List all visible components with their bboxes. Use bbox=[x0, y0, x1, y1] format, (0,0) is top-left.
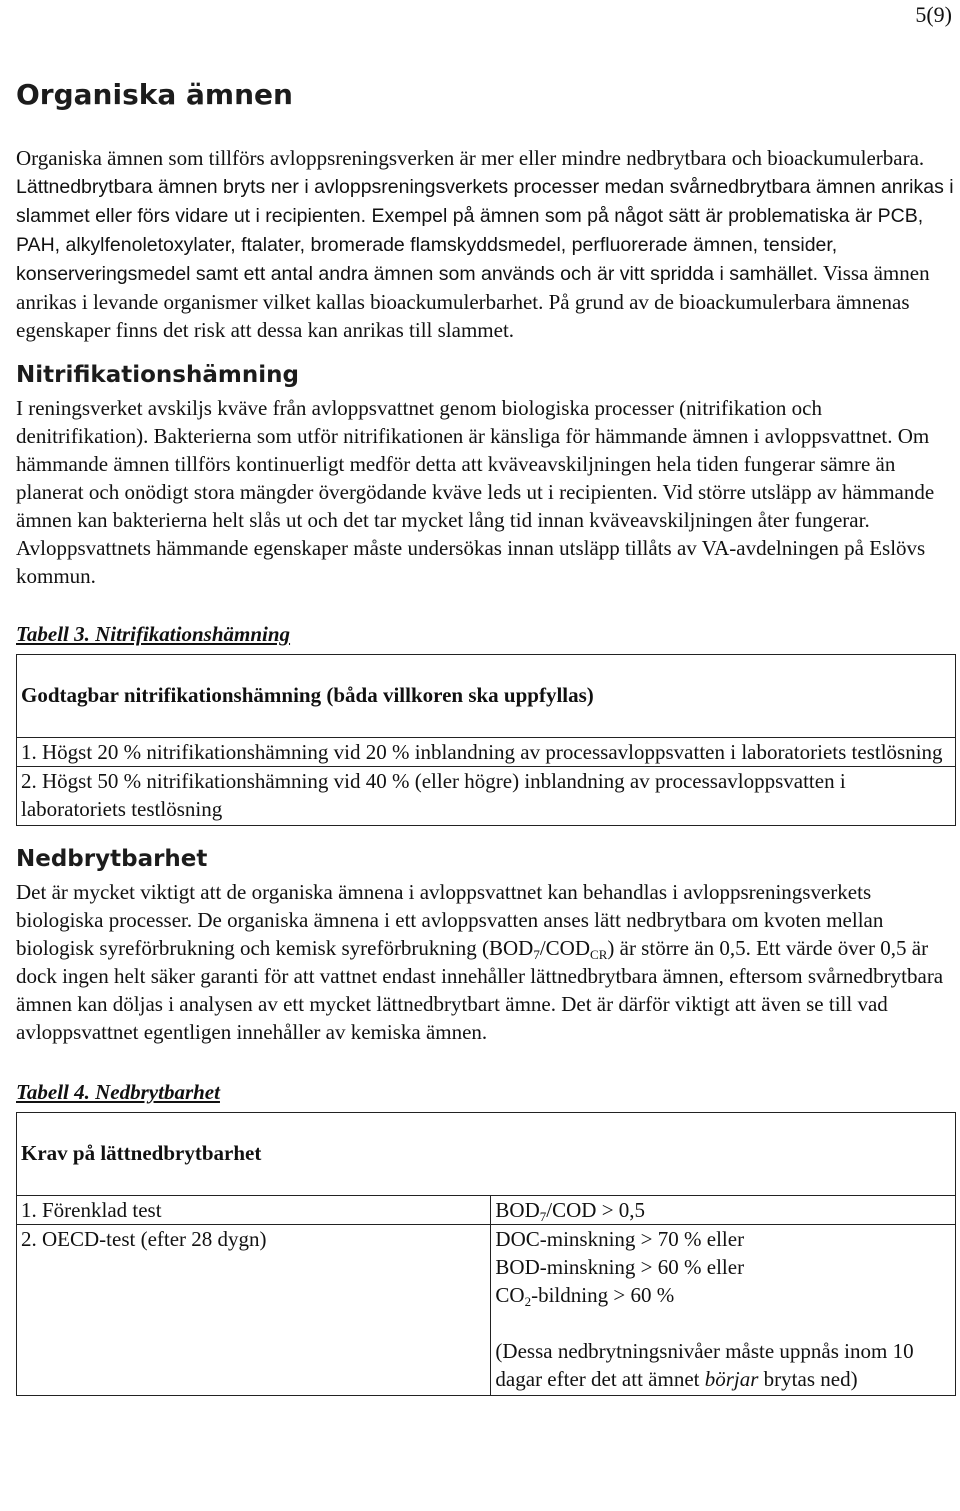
co2-subscript: 2 bbox=[524, 1294, 532, 1309]
table4-row1-requirement bbox=[491, 1196, 956, 1225]
row2-bod-reduction: BOD-minskning > 60 % eller bbox=[495, 1255, 745, 1279]
table3-row-2: 2. Högst 50 % nitrifikationshämning vid 40 % (eller högre) inblandning av processavloppsvatten i laboratoriets testlösning bbox=[17, 767, 956, 826]
table-row bbox=[17, 1196, 956, 1225]
table-row bbox=[17, 1113, 956, 1196]
table-row bbox=[17, 1225, 956, 1396]
subscript-cr: CR bbox=[590, 947, 608, 962]
table-row bbox=[17, 738, 956, 767]
table4-row1-test: 1. Förenklad test bbox=[17, 1196, 491, 1225]
table3-header: Godtagbar nitrifikationshämning (båda villkoren ska uppfyllas) bbox=[17, 655, 956, 738]
page-number: 5(9) bbox=[915, 2, 952, 27]
degradability-text-end: ) är större än 0,5. Ett värde över 0,5 är dock ingen helt säker garanti för att vattnet endast innehåller lättnedbrytbara ämnen, eftersom svårnedbrytbara ämnen kan döljas i analysen av ett mycket lättnedbrytbart ämne. Det är därför viktigt att även se till vad avloppsvattnet egentligen innehåller av kemiska ämnen. bbox=[16, 936, 944, 1044]
document-body bbox=[16, 78, 954, 1396]
table4-caption: Tabell 4. Nedbrytbarhet bbox=[16, 1080, 220, 1104]
paragraph-organic-part1: Organiska ämnen som tillförs avloppsreningsverken är mer eller mindre nedbrytbara och bioackumulerbara. bbox=[16, 146, 925, 170]
row1-cod-ratio: /COD > 0,5 bbox=[546, 1198, 646, 1222]
table-row bbox=[17, 767, 956, 826]
row2-co2-formation bbox=[495, 1281, 951, 1309]
paragraph-degradability bbox=[16, 878, 954, 1046]
co2-suffix: -bildning > 60 % bbox=[531, 1283, 675, 1307]
row1-bod: BOD bbox=[495, 1198, 540, 1222]
table-row bbox=[17, 655, 956, 738]
table3-nitrification bbox=[16, 654, 956, 826]
note-end: brytas ned) bbox=[758, 1367, 858, 1391]
table4-row2-test: 2. OECD-test (efter 28 dygn) bbox=[17, 1225, 491, 1396]
co2-prefix: CO bbox=[495, 1283, 525, 1307]
table4-row2-requirement bbox=[491, 1225, 956, 1396]
note-emphasis: börjar bbox=[704, 1367, 759, 1391]
table3-row-1: 1. Högst 20 % nitrifikationshämning vid 20 % inblandning av processavloppsvatten i laboratoriets testlösning bbox=[17, 738, 956, 767]
section-title-nitrification: Nitrifikationshämning bbox=[16, 362, 299, 388]
paragraph-nitrification: I reningsverket avskiljs kväve från avloppsvattnet genom biologiska processer (nitrifikation och denitrifikation). Bakterierna som utför nitrifikationen är känsliga för hämmande ämnen i avloppsvattnet. Om hämmande ämnen tillförs kontinuerligt medför detta att kväveavskiljningen hela tiden fungerar sämre än planerat och onödigt stora mängder övergödande kväve leds ut i recipienten. Vid större utsläpp av hämmande ämnen kan bakterierna helt slås ut och det tar mycket lång tid innan kväveavskiljningen åter fungerar. Avloppsvattnets hämmande egenskaper måste undersökas innan utsläpp tillåts av VA-avdelningen på Eslövs kommun. bbox=[16, 396, 935, 588]
section-title-organic: Organiska ämnen bbox=[16, 78, 293, 111]
degradability-text-start: Det är mycket viktigt att de organiska ämnena i avloppsvattnet kan behandlas i avloppsreningsverkets biologiska processer. De organiska ämnena i ett avloppsvatten anses lätt nedbrytbara om kvoten mellan biologisk syreförbrukning och kemisk syreförbrukning (BOD bbox=[16, 880, 884, 960]
paragraph-organic bbox=[16, 144, 954, 344]
table3-caption: Tabell 3. Nitrifikationshämning bbox=[16, 622, 291, 646]
degradability-text-cod: /COD bbox=[539, 936, 591, 960]
subscript-7: 7 bbox=[533, 947, 540, 962]
row2-doc-reduction: DOC-minskning > 70 % eller bbox=[495, 1227, 745, 1251]
table4-degradability bbox=[16, 1112, 956, 1396]
table4-header: Krav på lättnedbrytbarhet bbox=[17, 1113, 956, 1196]
row1-subscript-7: 7 bbox=[539, 1209, 547, 1224]
paragraph-organic-part3: Vissa ämnen anrikas i levande organismer vilket kallas bioackumulerbarhet. På grund av de bioackumulerbara ämnenas egenskaper finns det risk att dessa kan anrikas till slammet. bbox=[16, 261, 930, 342]
paragraph-organic-part2: Lättnedbrytbara ämnen bryts ner i avloppsreningsverkets processer medan svårnedbrytbara ämnen anrikas i slammet eller förs vidare ut i recipienten. Exempel på ämnen som på något sätt är problematiska är PCB, PAH, alkylfenoletoxylater, ftalater, bromerade flamskyddsmedel, perfluorerade ämnen, tensider, konserveringsmedel samt ett antal andra ämnen som används och är vitt spridda i samhället. bbox=[16, 176, 954, 285]
section-title-degradability: Nedbrytbarhet bbox=[16, 846, 208, 872]
row2-note bbox=[495, 1337, 951, 1393]
note-start: (Dessa nedbrytningsnivåer måste uppnås inom 10 dagar efter det att ämnet bbox=[495, 1339, 914, 1391]
